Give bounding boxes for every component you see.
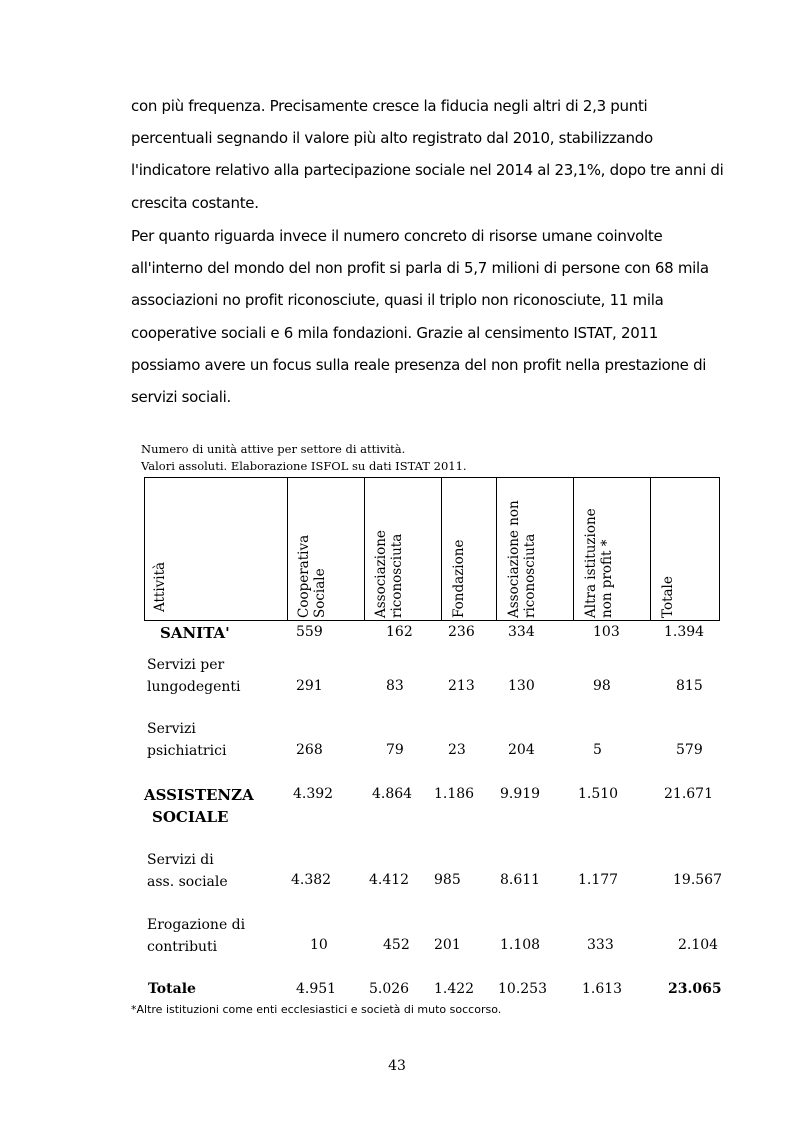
table-cell: 10.253 bbox=[498, 981, 547, 997]
table-cell: 21.671 bbox=[664, 786, 713, 802]
column-header-fondazione: Fondazione bbox=[451, 539, 467, 618]
row-label: Servizi per lungodegenti bbox=[147, 657, 241, 695]
body-line: possiamo avere un focus sulla reale presenza del non profit nella prestazione di bbox=[131, 356, 707, 374]
table-cell: 204 bbox=[508, 742, 535, 758]
body-line: l'indicatore relativo alla partecipazione sociale nel 2014 al 23,1%, dopo tre anni di bbox=[131, 161, 724, 179]
row-label: Totale bbox=[148, 981, 196, 997]
table-caption-line2: Valori assoluti. Elaborazione ISFOL su dati ISTAT 2011. bbox=[141, 459, 467, 473]
table-cell: 334 bbox=[508, 624, 535, 640]
table-footnote: *Altre istituzioni come enti ecclesiastici e società di muto soccorso. bbox=[131, 1003, 502, 1016]
table-cell: 4.864 bbox=[372, 786, 413, 802]
body-line: all'interno del mondo del non profit si parla di 5,7 milioni di persone con 68 mila bbox=[131, 259, 709, 277]
table-cell: 19.567 bbox=[673, 872, 722, 888]
column-header-attivita: Attività bbox=[152, 561, 168, 612]
table-cell: 130 bbox=[508, 678, 535, 694]
table-cell: 4.392 bbox=[293, 786, 334, 802]
body-line: Per quanto riguarda invece il numero concreto di risorse umane coinvolte bbox=[131, 227, 663, 245]
table-cell: 1.422 bbox=[434, 981, 475, 997]
table-cell: 1.613 bbox=[582, 981, 623, 997]
table-cell: 815 bbox=[676, 678, 703, 694]
column-header-totale: Totale bbox=[660, 576, 676, 618]
table-cell: 5.026 bbox=[369, 981, 410, 997]
table-cell: 268 bbox=[296, 742, 323, 758]
column-divider bbox=[496, 477, 497, 621]
body-line: percentuali segnando il valore più alto registrato dal 2010, stabilizzando bbox=[131, 129, 653, 147]
column-header-assoc-non-riconosciuta: Associazione non riconosciuta bbox=[506, 500, 538, 618]
body-line: associazioni no profit riconosciute, quasi il triplo non riconosciute, 11 mila bbox=[131, 291, 664, 309]
column-divider bbox=[573, 477, 574, 621]
table-cell: 1.108 bbox=[500, 937, 541, 953]
column-header-altra-istituzione: Altra istituzione non profit * bbox=[583, 508, 615, 618]
table-cell: 4.412 bbox=[369, 872, 410, 888]
table-caption-line1: Numero di unità attive per settore di attività. bbox=[141, 442, 406, 456]
body-line: crescita costante. bbox=[131, 194, 259, 212]
page-number: 43 bbox=[388, 1058, 406, 1074]
table-cell: 79 bbox=[386, 742, 404, 758]
table-cell: 201 bbox=[434, 937, 461, 953]
table-cell: 985 bbox=[434, 872, 461, 888]
table-cell: 4.382 bbox=[291, 872, 332, 888]
table-cell: 98 bbox=[593, 678, 611, 694]
table-cell: 9.919 bbox=[500, 786, 541, 802]
table-cell: 1.186 bbox=[434, 786, 475, 802]
table-cell: 8.611 bbox=[500, 872, 541, 888]
table-cell: 4.951 bbox=[296, 981, 337, 997]
row-label: ASSISTENZA SOCIALE bbox=[144, 786, 254, 826]
table-cell: 83 bbox=[386, 678, 404, 694]
table-cell: 559 bbox=[296, 624, 323, 640]
table-cell: 236 bbox=[448, 624, 475, 640]
table-cell: 1.177 bbox=[578, 872, 619, 888]
table-cell: 162 bbox=[386, 624, 413, 640]
table-cell: 1.394 bbox=[664, 624, 705, 640]
table-cell: 23.065 bbox=[668, 981, 722, 997]
table-cell: 23 bbox=[448, 742, 466, 758]
column-divider bbox=[441, 477, 442, 621]
table-cell: 2.104 bbox=[678, 937, 719, 953]
table-cell: 103 bbox=[593, 624, 620, 640]
table-cell: 5 bbox=[593, 742, 602, 758]
table-cell: 291 bbox=[296, 678, 323, 694]
table-cell: 1.510 bbox=[578, 786, 619, 802]
row-label: SANITA' bbox=[160, 624, 230, 642]
column-divider bbox=[287, 477, 288, 621]
column-header-assoc-riconosciuta: Associazione riconosciuta bbox=[373, 530, 405, 618]
body-line: con più frequenza. Precisamente cresce la fiducia negli altri di 2,3 punti bbox=[131, 97, 648, 115]
table-cell: 10 bbox=[310, 937, 328, 953]
column-divider bbox=[650, 477, 651, 621]
row-label: Servizi psichiatrici bbox=[147, 721, 227, 759]
table-cell: 452 bbox=[383, 937, 410, 953]
row-label: Erogazione di contributi bbox=[147, 917, 246, 955]
table-cell: 333 bbox=[587, 937, 614, 953]
column-divider bbox=[364, 477, 365, 621]
body-line: servizi sociali. bbox=[131, 388, 231, 406]
table-cell: 579 bbox=[676, 742, 703, 758]
body-line: cooperative sociali e 6 mila fondazioni. Grazie al censimento ISTAT, 2011 bbox=[131, 324, 658, 342]
row-label: Servizi di ass. sociale bbox=[147, 852, 228, 890]
table-cell: 213 bbox=[448, 678, 475, 694]
table-header-frame bbox=[144, 477, 720, 621]
column-header-cooperativa: Cooperativa Sociale bbox=[296, 534, 328, 618]
